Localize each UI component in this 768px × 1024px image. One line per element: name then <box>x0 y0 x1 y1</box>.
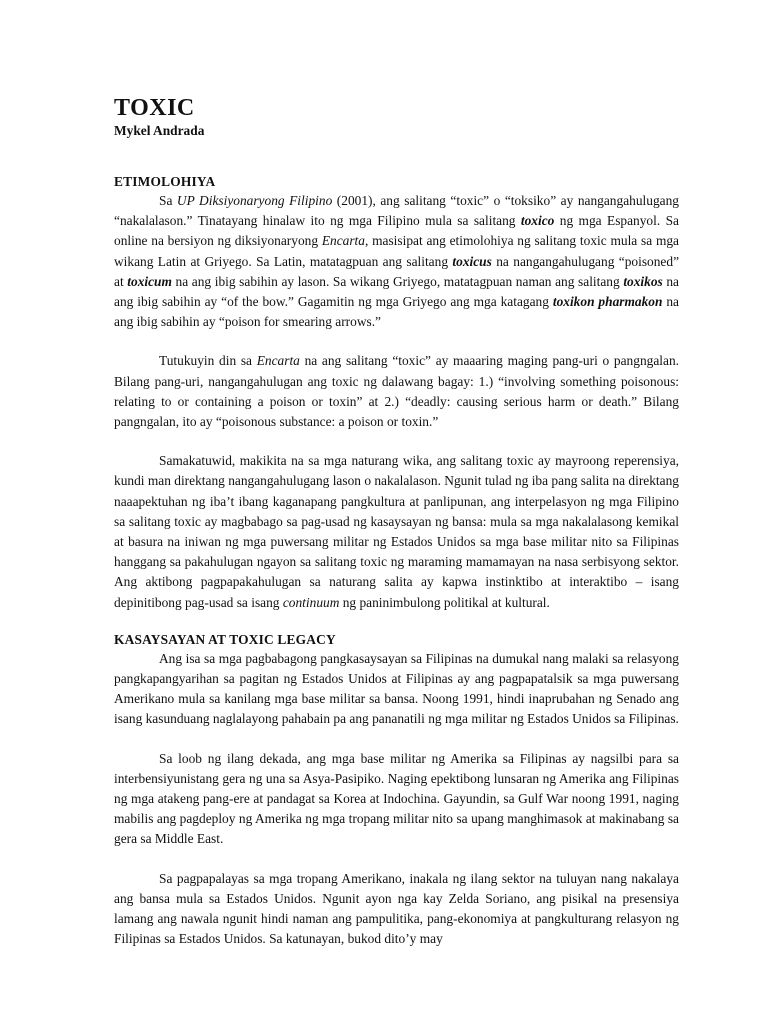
italic-term: UP Diksiyonaryong Filipino <box>176 193 333 208</box>
paragraph: Ang isa sa mga pagbabagong pangkasaysayan sa Filipinas na dumukal nang malaki sa relasyong pangkapangyarihan sa pagitan ng Estados Unidos at Filipinas ay ang pagpapatalsik sa mga puwersang Amerikano mula sa kanilang mga base militar sa bansa. Noong 1991, hindi inaprubahan ng Senado ang isang kasunduang naglalayong pahabain pa ang pananatili ng mga militar ng Estados Unidos sa Filipinas. <box>114 650 679 727</box>
emphasized-term: toxico <box>520 213 555 229</box>
document-body <box>114 94 679 950</box>
emphasized-term: toxicus <box>452 253 492 269</box>
paragraph: Sa pagpapalayas sa mga tropang Amerikano, inakala ng ilang sektor na tuluyan nang nakalaya ang bansa mula sa Estados Unidos. Ngunit ayon nga kay Zelda Soriano, ang pisikal na presensiya lamang ang nawala ngunit hindi naman ang pampulitika, pang-ekonomiya at pangkulturang relasyon ng Filipinas sa Estados Unidos. Sa katunayan, bukod dito’y may <box>114 870 679 947</box>
paragraph: Samakatuwid, makikita na sa mga naturang wika, ang salitang toxic ay mayroong reperensiya, kundi man direktang nangangahulugang lason o nakalalason. Ngunit tulad ng iba pang salita na direktang naaapektuhan ng iba’t ibang kaganapang pangkultura at panlipunan, ang interpelasyon ng mga Filipino sa salitang toxic ay magbabago sa pag-usad ng kasaysayan ng bansa: mula sa mga nakalalasong kemikal at basura na iniwan ng mga puwersang militar ng Estados Unidos sa mga base militar nito sa Filipinas hanggang sa pakahulugan ngayon sa salitang toxic ng maraming mamamayan na nasa serbisyong sektor. Ang aktibong pagpapakahulugan sa naturang salita ay kapwa instinktibo at interaktibo – isang depinitibong pag-usad sa isang continuum ng paninimbulong politikal at kultural. <box>114 453 679 610</box>
italic-term: Encarta <box>321 233 365 249</box>
document-author: Mykel Andrada <box>114 123 205 138</box>
italic-term: continuum <box>282 594 340 610</box>
paragraph: Tutukuyin din sa Encarta na ang salitang “toxic” ay maaaring maging pang-uri o pangngalan. Bilang pang-uri, nangangahulugan ang toxic ng dalawang bagay: 1.) “involving something poisonous: relating to or containing a poison or toxin” at 2.) “deadly: causing serious harm or death.” Bilang pangngalan, ito ay “poisonous substance: a poison or toxin.” <box>114 353 679 430</box>
document-title: TOXIC <box>114 95 195 121</box>
section-heading-etimolohiya: ETIMOLOHIYA <box>114 174 216 189</box>
emphasized-term: toxikos <box>623 273 663 289</box>
paragraph: Sa UP Diksiyonaryong Filipino (2001), ang salitang “toxic” o “toksiko” ay nangangahulugang “nakalalason.” Tinatayang hinalaw ito ng mga Filipino mula sa salitang toxico ng mga Espanyol. Sa online na bersiyon ng diksiyonaryong Encarta, masisipat ang etimolohiya ng salitang toxic mula sa mga wikang Latin at Griyego. Sa Latin, matatagpuan ang salitang toxicus na nangangahulugang “poisoned” at toxicum na ang ibig sabihin ay lason. Sa wikang Griyego, matatagpuan naman ang salitang toxikos na ang ibig sabihin ay “of the bow.” Gagamitin ng mga Griyego ang mga katagang toxikon pharmakon na ang ibig sabihin ay “poison for smearing arrows.” <box>114 193 680 330</box>
section-heading-kasaysayan: KASAYSAYAN AT TOXIC LEGACY <box>114 631 336 647</box>
italic-term: Encarta <box>256 353 300 369</box>
emphasized-term: toxicum <box>127 273 172 289</box>
emphasized-term: toxikon pharmakon <box>552 294 663 310</box>
paragraph: Sa loob ng ilang dekada, ang mga base militar ng Amerika sa Filipinas ay nagsilbi para sa interbensiyunistang gera ng una sa Asya-Pasipiko. Naging epektibong lunsaran ng Amerika ang Filipinas ng mga atakeng pang-ere at pandagat sa Korea at Indochina. Gayundin, sa Gulf War noong 1991, naging mabilis ang pagdeploy ng Amerika ng mga tropang militar nito sa upang manghimasok at makinabang sa gera sa Middle East. <box>114 750 679 847</box>
